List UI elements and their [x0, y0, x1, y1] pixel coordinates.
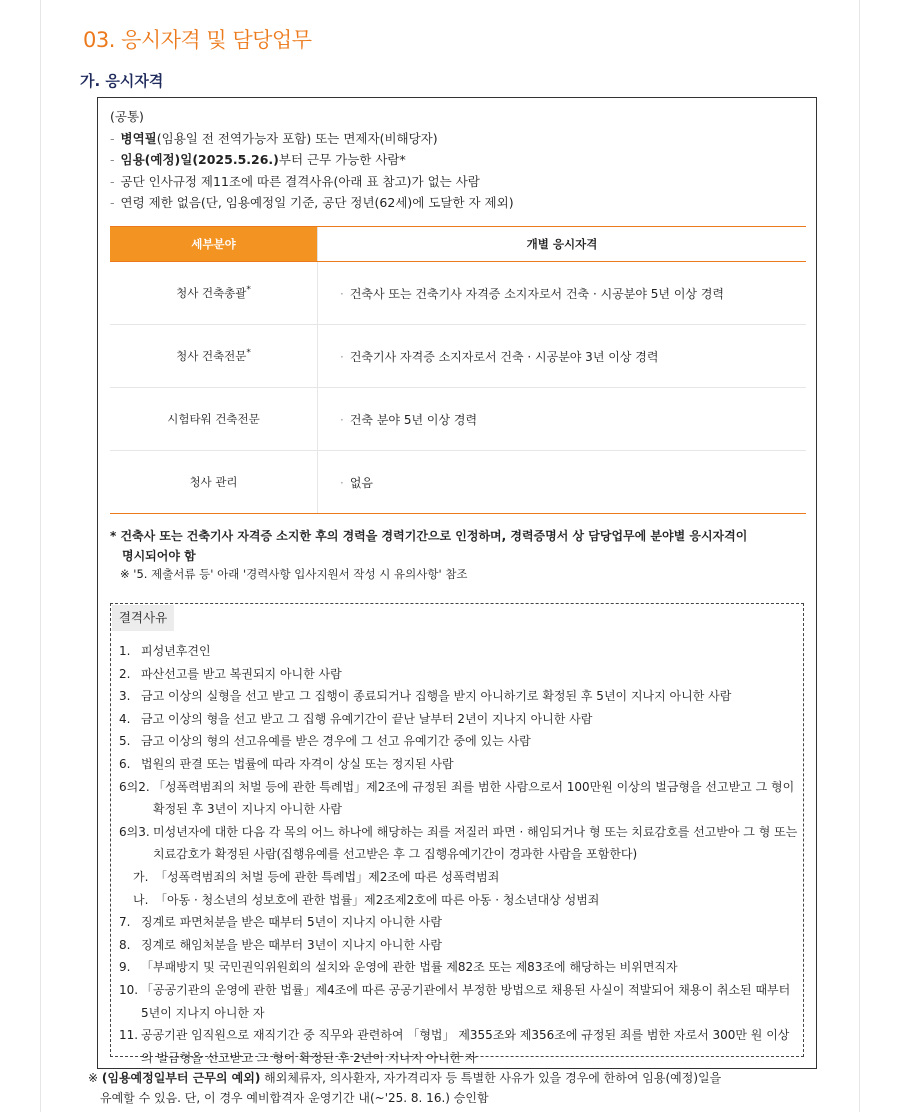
list-item [119, 889, 799, 912]
field-star: * [246, 285, 251, 296]
qualification-cell [318, 262, 807, 325]
list-item [119, 911, 799, 934]
common-item-text: 부터 근무 가능한 사람* [278, 152, 406, 167]
list-item [119, 821, 799, 866]
item-number: 5. [119, 734, 131, 749]
dash-bullet: - [110, 130, 115, 146]
note-reference: ※ '5. 제출서류 등' 아래 '경력사항 입사지원서 작성 시 유의사항' 참조 [120, 567, 468, 581]
table-header-row [110, 227, 806, 262]
list-item [119, 685, 799, 708]
list-item [119, 708, 799, 731]
field-star: * [246, 348, 251, 359]
field-cell [110, 325, 318, 388]
dot-bullet: · [340, 349, 344, 364]
item-text: 「성폭력범죄의 처벌 등에 관한 특례법」제2조에 규정된 죄를 범한 사람으로서 100만원 이상의 벌금형을 선고받고 그 형이 확정된 후 3년이 지나지 아니한 사람 [153, 779, 795, 817]
item-text: 피성년후견인 [141, 644, 211, 658]
item-text: 「부패방지 및 국민권익위원회의 설치와 운영에 관한 법률 제82조 또는 제83조에 해당하는 비위면직자 [141, 960, 678, 975]
common-item-text: 공단 인사규정 제11조에 따른 결격사유(아래 표 참고)가 없는 사람 [120, 173, 480, 189]
item-number: 2. [119, 666, 131, 681]
disqualification-title: 결격사유 [112, 605, 174, 631]
item-number: 7. [119, 915, 131, 930]
item-text: 금고 이상의 형을 선고 받고 그 집행 유예기간이 끝난 날부터 2년이 지나지 아니한 사람 [141, 711, 593, 726]
table-row [110, 451, 806, 514]
list-item [119, 956, 799, 979]
list-item [119, 753, 799, 776]
table-row [110, 388, 806, 451]
item-text: 징계로 해임처분을 받은 때부터 3년이 지나지 아니한 사람 [141, 937, 442, 952]
table-row [110, 325, 806, 388]
common-item [110, 128, 514, 150]
item-number: 10. [119, 982, 139, 997]
field-name: 청사 건축총괄 [176, 286, 247, 300]
common-item [110, 171, 514, 193]
item-number: 1. [119, 644, 131, 658]
list-item [119, 866, 799, 889]
qualification-text: 건축기사 자격증 소지자로서 건축 · 시공분야 3년 이상 경력 [349, 349, 659, 364]
item-number: 6. [119, 756, 131, 771]
field-name: 청사 건축전문 [176, 349, 247, 363]
dash-bullet: - [110, 173, 115, 189]
field-name: 청사 관리 [189, 475, 238, 489]
common-item-text: 연령 제한 없음(단, 임용예정일 기준, 공단 정년(62세)에 도달한 자 제외) [120, 195, 514, 210]
item-text: 법원의 판결 또는 법률에 따라 자격이 상실 또는 정지된 사람 [141, 756, 454, 771]
footnote-bold: (임용예정일부터 근무의 예외) [101, 1071, 261, 1085]
common-heading: (공통) [110, 109, 144, 124]
dash-bullet: - [110, 152, 115, 167]
footnote-line2: 유예할 수 있음. 단, 이 경우 예비합격자 운영기간 내(~'25. 8. 16.) 승인함 [100, 1091, 489, 1105]
table-row [110, 262, 806, 325]
qualification-cell [318, 388, 807, 451]
list-item [119, 663, 799, 686]
item-number: 나. [133, 892, 149, 907]
qualification-box [97, 97, 817, 1069]
field-cell [110, 451, 318, 514]
disqualification-list [119, 640, 799, 1069]
experience-note [110, 526, 800, 566]
dot-bullet: · [340, 286, 344, 301]
note-line1: * 건축사 또는 건축기사 자격증 소지한 후의 경력을 경력기간으로 인정하며, 경력증명서 상 담당업무에 분야별 응시자격이 [110, 529, 748, 543]
item-text: 「아동 · 청소년의 성보호에 관한 법률」제2조제2호에 따른 아동 · 청소년대상 성범죄 [155, 892, 600, 907]
item-text: 징계로 파면처분을 받은 때부터 5년이 지나지 아니한 사람 [141, 915, 442, 930]
common-item-text: (임용일 전 전역가능자 포함) 또는 면제자(비해당자) [156, 130, 438, 146]
qualification-text: 건축사 또는 건축기사 자격증 소지자로서 건축 · 시공분야 5년 이상 경력 [349, 286, 725, 301]
item-number: 3. [119, 689, 131, 704]
section-title: 03. 응시자격 및 담당업무 [83, 28, 312, 52]
qualification-text: 없음 [349, 475, 374, 490]
item-text: 금고 이상의 형의 선고유예를 받은 경우에 그 선고 유예기간 중에 있는 사람 [141, 734, 531, 749]
field-name: 시험타워 건축전문 [167, 412, 260, 426]
item-number: 6의2. [119, 779, 150, 794]
qualification-text: 건축 분야 5년 이상 경력 [349, 412, 478, 427]
footnote-text: 해외체류자, 의사환자, 자가격리자 등 특별한 사유가 있을 경우에 한하여 임용(예정)일을 [260, 1071, 722, 1085]
dash-bullet: - [110, 195, 115, 210]
item-text: 「공공기관의 운영에 관한 법률」제4조에 따른 공공기관에서 부정한 방법으로 채용된 사실이 적발되어 채용이 취소된 때부터 5년이 지나지 아니한 자 [141, 982, 791, 1020]
list-item [119, 934, 799, 957]
qualification-cell [318, 451, 807, 514]
item-text: 파산선고를 받고 복권되지 아니한 사람 [141, 666, 342, 681]
item-text: 미성년자에 대한 다음 각 목의 어느 하나에 해당하는 죄를 저질러 파면 · 해임되거나 형 또는 치료감호를 선고받아 그 형 또는 치료감호가 확정된 사람(집행유예를 선고받은 후 그 집행유예기간이 경과한 사람을 포함한다) [153, 824, 798, 862]
list-item [119, 1024, 799, 1069]
disqualification-box [110, 603, 804, 1065]
common-item-bold: 병역필 [120, 130, 157, 146]
common-item [110, 149, 514, 171]
item-text: 공공기관 임직원으로 재직기간 중 직무와 관련하여 「형법」 제355조와 제356조에 규정된 죄를 범한 자로서 300만 원 이상의 벌금형을 선고받고 그 형이 확정된 후 2년이 지나지 아니한 자 [141, 1028, 790, 1065]
item-number: 6의3. [119, 824, 150, 839]
list-item [119, 730, 799, 753]
common-item [110, 192, 514, 214]
item-number: 8. [119, 937, 131, 952]
qualification-table [110, 226, 806, 514]
list-item [119, 776, 799, 821]
item-text: 금고 이상의 실형을 선고 받고 그 집행이 종료되거나 집행을 받지 아니하기로 확정된 후 5년이 지나지 아니한 사람 [141, 689, 732, 704]
header-qualification: 개별 응시자격 [318, 227, 807, 262]
item-text: 「성폭력범죄의 처벌 등에 관한 특례법」제2조에 따른 성폭력범죄 [155, 869, 500, 884]
field-cell [110, 388, 318, 451]
dot-bullet: · [340, 412, 344, 427]
footnote [88, 1068, 788, 1108]
list-item [119, 979, 799, 1024]
footnote-mark: ※ [88, 1071, 99, 1085]
list-item [119, 640, 799, 663]
dot-bullet: · [340, 475, 344, 490]
item-number: 4. [119, 711, 131, 726]
common-item-bold: 임용(예정)일(2025.5.26.) [120, 152, 279, 167]
item-number: 가. [133, 869, 149, 884]
header-field: 세부분야 [110, 227, 318, 262]
note-line2: 명시되어야 함 [122, 549, 196, 563]
sub-title: 가. 응시자격 [80, 72, 164, 90]
item-number: 11. [119, 1028, 139, 1043]
qualification-cell [318, 325, 807, 388]
common-requirements [110, 106, 514, 214]
item-number: 9. [119, 960, 131, 975]
field-cell [110, 262, 318, 325]
